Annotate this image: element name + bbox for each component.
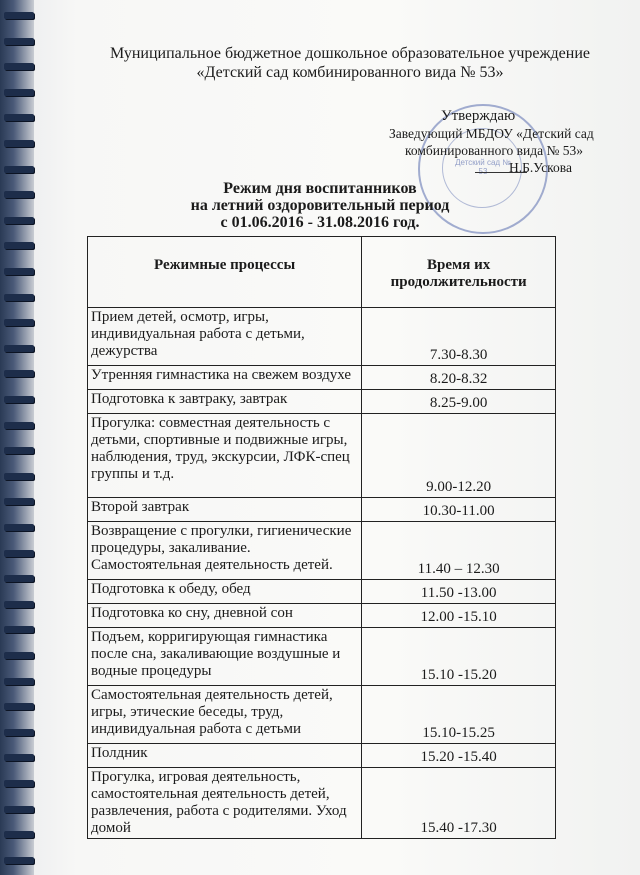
table-row [88, 628, 556, 686]
title-line2: на летний оздоровительный период [190, 197, 450, 214]
binding-ring [4, 63, 34, 70]
binding-ring [4, 550, 34, 557]
time-cell: 8.25-9.00 [362, 390, 556, 414]
time-cell: 11.40 – 12.30 [362, 522, 556, 580]
approval-signer: Н.Б.Ускова [509, 160, 572, 175]
organization-name-line1: Муниципальное бюджетное дошкольное образовательное учреждение [110, 45, 590, 62]
time-cell: 8.20-8.32 [362, 366, 556, 390]
table-row [88, 768, 556, 839]
time-cell: 7.30-8.30 [362, 308, 556, 366]
organization-header [70, 44, 630, 82]
process-cell: Прогулка, игровая деятельность, самостоятельная деятельность детей, развлечения, работа с родителями. Уход домой [88, 768, 362, 839]
binding-ring [4, 780, 34, 787]
binding-ring [4, 524, 34, 531]
binding-ring [4, 294, 34, 301]
binding-ring [4, 806, 34, 813]
binding-ring [4, 652, 34, 659]
binding-ring [4, 601, 34, 608]
table-header-row [88, 237, 556, 308]
binding-ring [4, 242, 34, 249]
document-title [150, 180, 490, 231]
binding-ring [4, 831, 34, 838]
binding-ring [4, 575, 34, 582]
table-row [88, 604, 556, 628]
spiral-binding [0, 0, 34, 875]
process-cell: Полдник [88, 744, 362, 768]
table-row [88, 498, 556, 522]
binding-ring [4, 703, 34, 710]
time-cell: 15.40 -17.30 [362, 768, 556, 839]
schedule-table [87, 236, 556, 839]
binding-ring [4, 626, 34, 633]
time-cell: 15.10 -15.20 [362, 628, 556, 686]
binding-ring [4, 396, 34, 403]
binding-ring [4, 422, 34, 429]
approval-position-cont: комбинированного вида № 53» [405, 143, 584, 158]
column-header-time: Время их продолжительности [362, 237, 556, 308]
time-cell: 15.20 -15.40 [362, 744, 556, 768]
process-cell: Прогулка: совместная деятельность с детьми, спортивные и подвижные игры, наблюдения, труд, экскурсии, ЛФК-спец группы и т.д. [88, 414, 362, 498]
stamp-text: Детский сад № 53 [455, 158, 511, 176]
title-line3: с 01.06.2016 - 31.08.2016 год. [220, 214, 420, 231]
table-row [88, 390, 556, 414]
table-row [88, 744, 556, 768]
binding-ring [4, 857, 34, 864]
organization-name-line2: «Детский сад комбинированного вида № 53» [196, 64, 504, 81]
table-row [88, 414, 556, 498]
binding-ring [4, 319, 34, 326]
binding-ring [4, 140, 34, 147]
binding-ring [4, 89, 34, 96]
binding-ring [4, 191, 34, 198]
binding-ring [4, 114, 34, 121]
binding-ring [4, 12, 34, 19]
binding-ring [4, 754, 34, 761]
process-cell: Возвращение с прогулки, гигиенические процедуры, закаливание. Самостоятельная деятельность детей. [88, 522, 362, 580]
time-cell: 10.30-11.00 [362, 498, 556, 522]
binding-ring [4, 217, 34, 224]
binding-ring [4, 166, 34, 173]
column-header-process: Режимные процессы [88, 237, 362, 308]
binding-ring [4, 345, 34, 352]
table-row [88, 580, 556, 604]
table-row [88, 686, 556, 744]
process-cell: Подготовка ко сну, дневной сон [88, 604, 362, 628]
binding-ring [4, 678, 34, 685]
process-cell: Прием детей, осмотр, игры, индивидуальная работа с детьми, дежурства [88, 308, 362, 366]
process-cell: Подъем, корригирующая гимнастика после сна, закаливающие воздушные и водные процедуры [88, 628, 362, 686]
time-cell: 9.00-12.20 [362, 414, 556, 498]
title-line1: Режим дня воспитанников [223, 180, 417, 197]
binding-ring [4, 729, 34, 736]
time-cell: 15.10-15.25 [362, 686, 556, 744]
binding-ring [4, 370, 34, 377]
process-cell: Второй завтрак [88, 498, 362, 522]
table-row [88, 366, 556, 390]
binding-ring [4, 268, 34, 275]
binding-ring [4, 473, 34, 480]
process-cell: Самостоятельная деятельность детей, игры, этические беседы, труд, индивидуальная работа с детьми [88, 686, 362, 744]
process-cell: Подготовка к обеду, обед [88, 580, 362, 604]
table-row [88, 522, 556, 580]
binding-ring [4, 498, 34, 505]
time-cell: 12.00 -15.10 [362, 604, 556, 628]
time-cell: 11.50 -13.00 [362, 580, 556, 604]
approval-heading: Утверждаю [441, 108, 516, 124]
binding-ring [4, 38, 34, 45]
binding-ring [4, 447, 34, 454]
process-cell: Утренняя гимнастика на свежем воздухе [88, 366, 362, 390]
table-row [88, 308, 556, 366]
process-cell: Подготовка к завтраку, завтрак [88, 390, 362, 414]
approval-position: Заведующий МБДОУ «Детский сад [389, 126, 594, 141]
